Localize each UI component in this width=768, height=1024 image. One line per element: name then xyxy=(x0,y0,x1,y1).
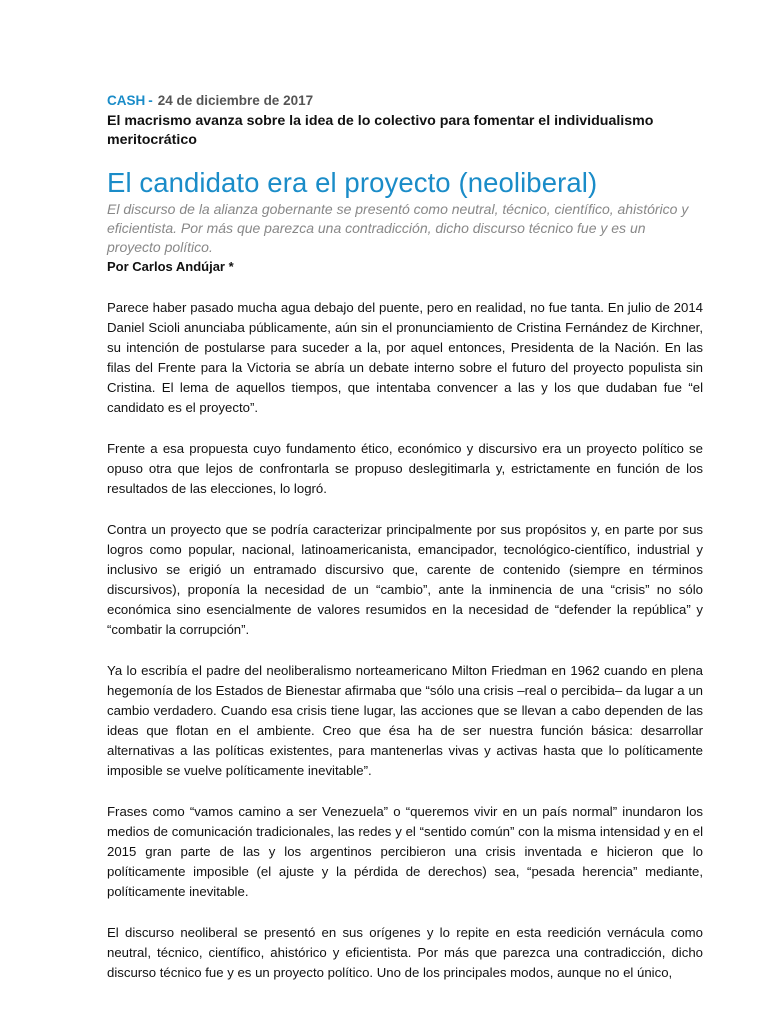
section-label[interactable]: CASH xyxy=(107,93,146,108)
body-paragraph: Frente a esa propuesta cuyo fundamento ético, económico y discursivo era un proyecto político se opuso otra que lejos de confrontarla se propuso deslegitimarla y, estrictamente en función de los resultados de las elecciones, lo logró. xyxy=(107,441,703,496)
article-kicker xyxy=(107,92,707,109)
body-paragraph: Parece haber pasado mucha agua debajo del puente, pero en realidad, no fue tanta. En julio de 2014 Daniel Scioli anunciaba públicamente, aún sin el pronunciamiento de Cristina Fernández de Kirchner, su intención de postularse para suceder a la, por aquel entonces, Presidenta de la Nación. En las filas del Frente para la Victoria se abría un debate interno sobre el futuro del proyecto populista sin Cristina. El lema de aquellos tiempos, que intentaba convencer a las y los que dudaban fue “el candidato es el proyecto”. xyxy=(107,300,703,415)
article-body xyxy=(107,298,707,983)
publication-date: 24 de diciembre de 2017 xyxy=(157,93,314,108)
body-paragraph: Frases como “vamos camino a ser Venezuela” o “queremos vivir en un país normal” inundaron los medios de comunicación tradicionales, las redes y el “sentido común” con la misma intensidad y en el 2015 gran parte de las y los argentinos percibieron una crisis inventada e hicieron que lo políticamente imposible (el ajuste y la pérdida de derechos) sea, “pesada herencia” mediante, políticamente inevitable. xyxy=(107,804,703,899)
kicker-separator: - xyxy=(148,93,153,108)
article-byline: Por Carlos Andújar * xyxy=(107,259,234,274)
body-paragraph: Contra un proyecto que se podría caracterizar principalmente por sus propósitos y, en parte por sus logros como popular, nacional, latinoamericanista, emancipador, tecnológico-científico, industrial y inclusivo se erigió un entramado discursivo que, carente de contenido (siempre en términos discursivos), proponía la necesidad de un “cambio”, ante la inminencia de una “crisis” no sólo económica sino esencialmente de valores resumidos en la necesidad de “defender la república” y “combatir la corrupción”. xyxy=(107,522,703,637)
article xyxy=(107,92,707,1004)
article-title: El candidato era el proyecto (neoliberal) xyxy=(107,167,598,198)
article-volanta: El macrismo avanza sobre la idea de lo colectivo para fomentar el individualismo meritocrático xyxy=(107,113,654,148)
body-paragraph: El discurso neoliberal se presentó en sus orígenes y lo repite en esta reedición vernácula como neutral, técnico, científico, ahistórico y eficientista. Por más que parezca una contradicción, dicho discurso técnico fue y es un proyecto político. Uno de los principales modos, aunque no el único, xyxy=(107,925,703,980)
body-paragraph: Ya lo escribía el padre del neoliberalismo norteamericano Milton Friedman en 1962 cuando en plena hegemonía de los Estados de Bienestar afirmaba que “sólo una crisis –real o percibida– da lugar a un cambio verdadero. Cuando esa crisis tiene lugar, las acciones que se llevan a cabo dependen de las ideas que flotan en el ambiente. Creo que ésa ha de ser nuestra función básica: desarrollar alternativas a las políticas existentes, para mantenerlas vivas y activas hasta que lo políticamente imposible se vuelve políticamente inevitable”. xyxy=(107,663,703,778)
article-subtitle: El discurso de la alianza gobernante se presentó como neutral, técnico, científico, ahistórico y eficientista. Por más que parezca una contradicción, dicho discurso técnico fue y es un proyecto político. xyxy=(107,201,689,255)
